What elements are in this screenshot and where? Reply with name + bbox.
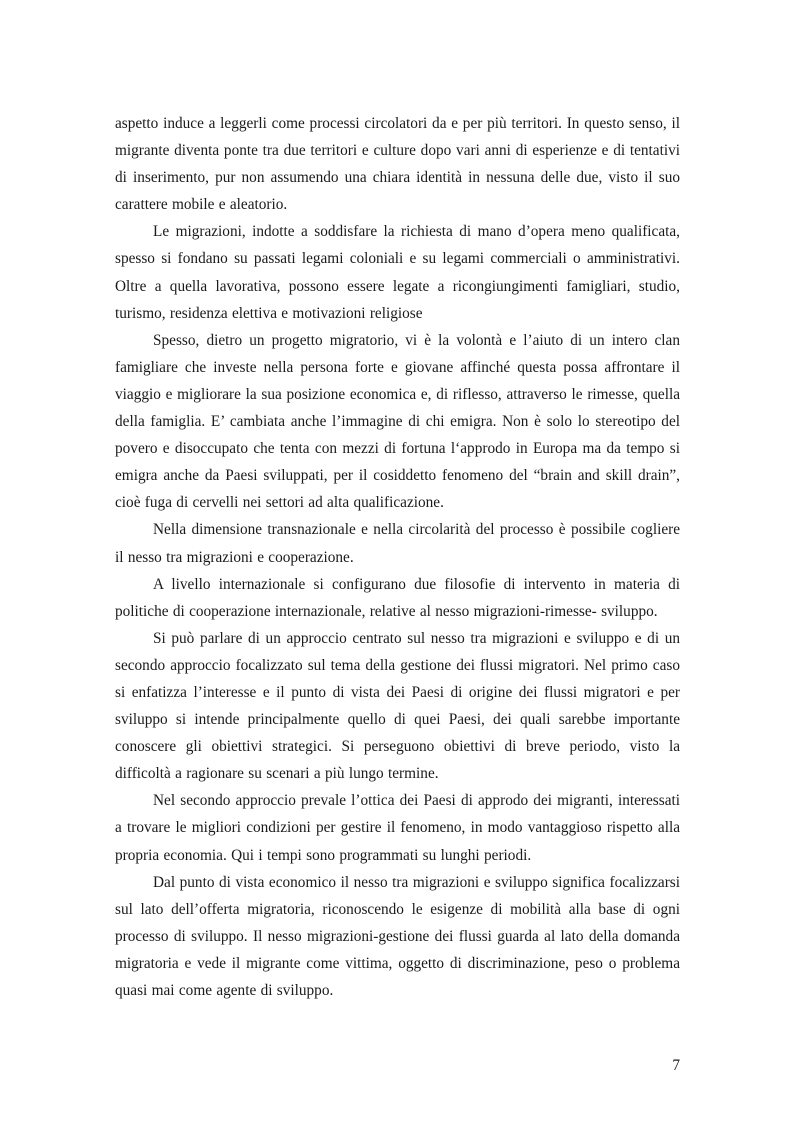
paragraph-economic-view: Dal punto di vista economico il nesso tra migrazioni e sviluppo significa focalizzarsi sul lato dell’offerta migratoria, riconoscendo le esigenze di mobilità alla base di ogni processo di sviluppo. Il nesso migrazioni-gestione dei flussi guarda al lato della domanda migratoria e vede il migrante come vittima, oggetto di discriminazione, peso o problema quasi mai come agente di sviluppo. [115, 873, 680, 999]
paragraph-first-approach: Si può parlare di un approccio centrato sul nesso tra migrazioni e sviluppo e di un secondo approccio focalizzato sul tema della gestione dei flussi migratori. Nel primo caso si enfatizza l’interesse e il punto di vista dei Paesi di origine dei flussi migratori e per sviluppo si intende principalmente quello di quei Paesi, dei quali sarebbe importante conoscere gli obiettivi strategici. Si perseguono obiettivi di breve periodo, visto la difficoltà a ragionare su scenari a più lungo termine. [115, 629, 680, 783]
paragraph-family-clan: Spesso, dietro un progetto migratorio, vi è la volontà e l’aiuto di un intero clan famigliare che investe nella persona forte e giovane affinché questa possa affrontare il viaggio e migliorare la sua posizione economica e, di riflesso, attraverso le rimesse, quella della famiglia. E’ cambiata anche l’immagine di chi emigra. Non è solo lo stereotipo del povero e disoccupato che tenta con mezzi di fortuna l‘approdo in Europa ma da tempo si emigra anche da Paesi sviluppati, per il cosiddetto fenomeno del “brain and skill drain”, cioè fuga di cervelli nei settori ad alta qualificazione. [115, 331, 680, 512]
paragraph-second-approach: Nel secondo approccio prevale l’ottica dei Paesi di approdo dei migranti, interessati a trovare le migliori condizioni per gestire il fenomeno, in modo vantaggioso rispetto alla propria economia. Qui i tempi sono programmati su lunghi periodi. [115, 792, 680, 864]
page-body [115, 110, 680, 1004]
page-number: 7 [672, 1057, 680, 1074]
paragraph-migrations-labor: Le migrazioni, indotte a soddisfare la richiesta di mano d’opera meno qualificata, spesso si fondano su passati legami coloniali e su legami commerciali o amministrativi. Oltre a quella lavorativa, possono essere legate a ricongiungimenti famigliari, studio, turismo, residenza elettiva e motivazioni religiose [115, 223, 680, 322]
paragraph-international-philosophies: A livello internazionale si configurano due filosofie di intervento in materia di politiche di cooperazione internazionale, relative al nesso migrazioni-rimesse- sviluppo. [115, 575, 680, 620]
paragraph-continuation: aspetto induce a leggerli come processi circolatori da e per più territori. In questo senso, il migrante diventa ponte tra due territori e culture dopo vari anni di esperienze e di tentativi di inserimento, pur non assumendo una chiara identità in nessuna delle due, visto il suo carattere mobile e aleatorio. [115, 115, 680, 214]
paragraph-transnational: Nella dimensione transnazionale e nella circolarità del processo è possibile cogliere il nesso tra migrazioni e cooperazione. [115, 521, 680, 566]
